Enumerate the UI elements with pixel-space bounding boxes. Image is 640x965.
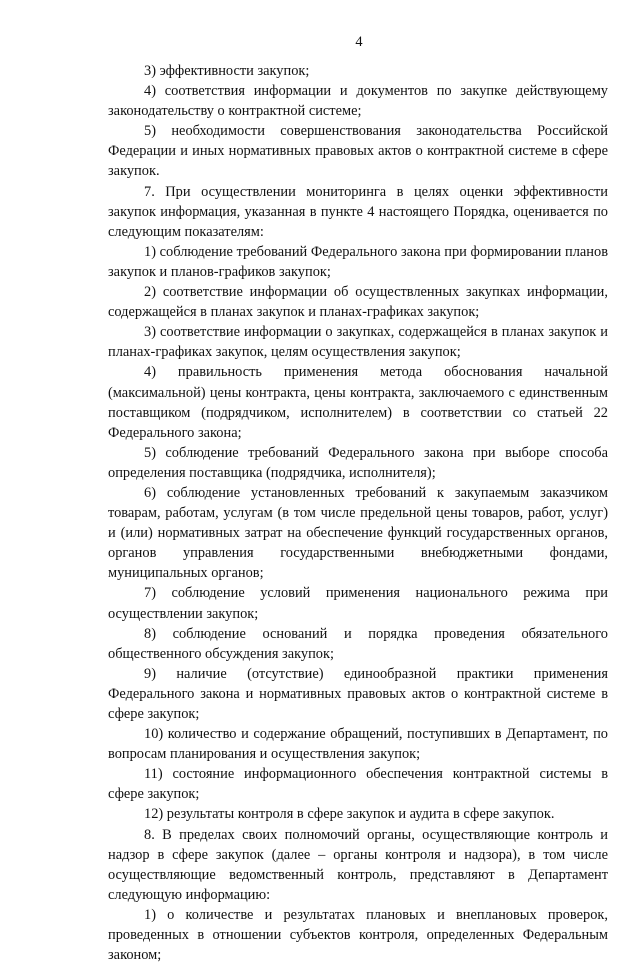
section-7-item-1: 1) соблюдение требований Федерального закона при формировании планов закупок и планов-графиков закупок; (108, 243, 608, 280)
paragraph-6-item-5: 5) необходимости совершенствования законодательства Российской Федерации и иных нормативных правовых актов о контрактной системе в сфере закупок. (108, 123, 608, 180)
section-7-item-7: 7) соблюдение условий применения национального режима при осуществлении закупок; (108, 585, 608, 622)
section-7-item-12: 12) результаты контроля в сфере закупок и аудита в сфере закупок. (144, 806, 555, 823)
section-8-item-1: 1) о количестве и результатах плановых и внеплановых проверок, проведенных в отношении субъектов контроля, определенных Федеральным законом; (108, 906, 608, 964)
section-8-intro: 8. В пределах своих полномочий органы, осуществляющие контроль и надзор в сфере закупок (далее – органы контроля и надзора), в том числе осуществляющие ведомственный контроль, представляют в Департамент следующую информацию: (108, 826, 608, 903)
section-7-item-10: 10) количество и содержание обращений, поступивших в Департамент, по вопросам планирования и осуществления закупок; (108, 726, 608, 763)
section-7-item-4: 4) правильность применения метода обоснования начальной (максимальной) цены контракта, цены контракта, заключаемого с единственным поставщиком (подрядчиком, исполнителем) в соответствии со статьей 22 Федерального закона; (108, 364, 608, 441)
section-7-item-9: 9) наличие (отсутствие) единообразной практики применения Федерального закона и нормативных правовых актов о контрактной системе в сфере закупок; (108, 665, 608, 722)
paragraph-6-item-4: 4) соответствия информации и документов по закупке действующему законодательству о контрактной системе; (108, 83, 608, 120)
document-page (108, 32, 608, 965)
section-7-item-6: 6) соблюдение установленных требований к закупаемым заказчиком товарам, работам, услугам (в том числе предельной цены товаров, работ, услуг) и (или) нормативных затрат на обеспечение функций государственных органов, органов управления государственными внебюджетными фондами, муниципальных органов; (108, 484, 608, 582)
section-7-intro: 7. При осуществлении мониторинга в целях оценки эффективности закупок информация, указанная в пункте 4 настоящего Порядка, оценивается по следующим показателям: (108, 183, 608, 240)
paragraph-6-item-3: 3) эффективности закупок; (144, 63, 310, 79)
page-number: 4 (355, 34, 363, 50)
section-7-item-8: 8) соблюдение оснований и порядка проведения обязательного общественного обсуждения закупок; (108, 625, 608, 662)
section-7-item-3: 3) соответствие информации о закупках, содержащейся в планах закупок и планах-графиках закупок, целям осуществления закупок; (108, 324, 608, 361)
section-7-item-2: 2) соответствие информации об осуществленных закупках информации, содержащейся в планах закупок и планах-графиках закупок; (108, 284, 608, 321)
section-7-item-11: 11) состояние информационного обеспечения контрактной системы в сфере закупок; (108, 766, 608, 803)
section-7-item-5: 5) соблюдение требований Федерального закона при выборе способа определения поставщика (подрядчика, исполнителя); (108, 444, 608, 481)
